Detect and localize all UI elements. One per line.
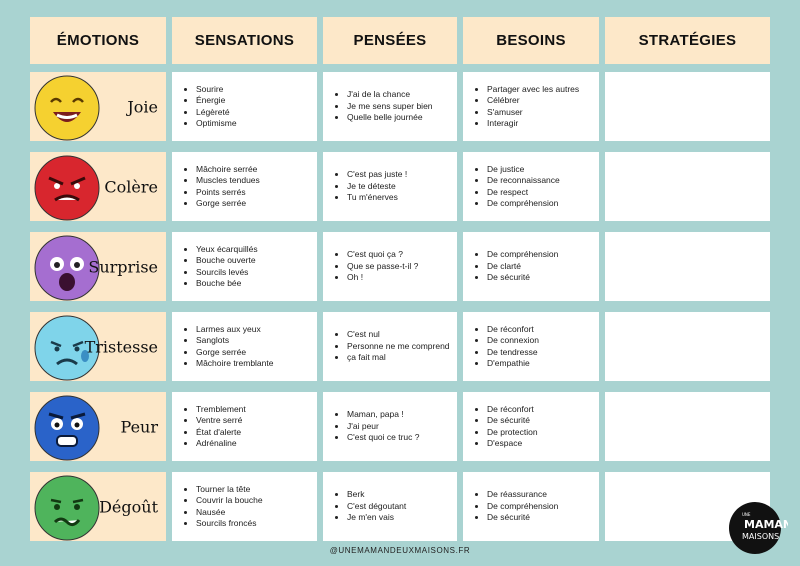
svg-text:MAISONS: MAISONS (742, 532, 780, 541)
header-1: SENSATIONS (172, 17, 317, 64)
emotion-cell-colère (30, 152, 166, 221)
list-item: • D'espace (487, 438, 538, 450)
sensations-list (172, 484, 263, 530)
pensees-cell (323, 232, 457, 301)
emotion-face-icon (33, 74, 101, 147)
list-item: • Gorge serrée (196, 347, 273, 359)
svg-text:UNE: UNE (742, 512, 751, 517)
list-item: • ça fait mal (347, 352, 450, 364)
emotion-cell-tristesse (30, 312, 166, 381)
list-item: • Quelle belle journée (347, 112, 433, 124)
list-item: • C'est pas juste ! (347, 169, 407, 181)
list-item: • J'ai de la chance (347, 89, 433, 101)
pensees-cell (323, 152, 457, 221)
footer-handle: @UNEMAMANDEUXMAISONS.FR (329, 546, 471, 555)
pensees-cell (323, 472, 457, 541)
pensees-list (323, 409, 420, 444)
list-item: • Gorge serrée (196, 198, 260, 210)
besoins-cell (463, 472, 599, 541)
list-item: • De sécurité (487, 415, 538, 427)
list-item: • De protection (487, 427, 538, 439)
list-item: • C'est quoi ça ? (347, 249, 418, 261)
emotion-label: Tristesse (84, 337, 158, 356)
strategies-cell[interactable] (605, 152, 770, 221)
sensations-list (172, 244, 258, 290)
list-item: • Berk (347, 489, 406, 501)
emotion-face-icon (33, 394, 101, 467)
list-item: • Sourire (196, 84, 237, 96)
list-item: • Personne ne me comprend (347, 341, 450, 353)
emotion-label: Colère (104, 177, 158, 196)
list-item: • Tremblement (196, 404, 246, 416)
list-item: • Je me sens super bien (347, 101, 433, 113)
list-item: • C'est nul (347, 329, 450, 341)
emotion-cell-dégoût (30, 472, 166, 541)
list-item: • Yeux écarquillés (196, 244, 258, 256)
list-item: • De compréhension (487, 501, 558, 513)
emotion-face-icon (33, 474, 101, 547)
sensations-cell (172, 72, 317, 141)
strategies-cell[interactable] (605, 312, 770, 381)
besoins-list (463, 324, 539, 370)
sensations-cell (172, 232, 317, 301)
list-item: • Légèreté (196, 107, 237, 119)
pensees-list (323, 329, 450, 364)
list-item: • De sécurité (487, 272, 558, 284)
emotion-label: Joie (127, 97, 158, 116)
list-item: • Optimisme (196, 118, 237, 130)
sensations-cell (172, 392, 317, 461)
list-item: • J'ai peur (347, 421, 420, 433)
besoins-cell (463, 152, 599, 221)
list-item: • Mâchoire serrée (196, 164, 260, 176)
list-item: • De compréhension (487, 249, 558, 261)
header-2: PENSÉES (323, 17, 457, 64)
besoins-list (463, 249, 558, 284)
list-item: • De réconfort (487, 404, 538, 416)
strategies-cell[interactable] (605, 392, 770, 461)
besoins-list (463, 489, 558, 524)
list-item: • État d'alerte (196, 427, 246, 439)
svg-text:MAMAN: MAMAN (744, 518, 788, 531)
list-item: • De réconfort (487, 324, 539, 336)
emotion-cell-surprise (30, 232, 166, 301)
besoins-cell (463, 72, 599, 141)
header-0: ÉMOTIONS (30, 17, 166, 64)
list-item: • Célébrer (487, 95, 579, 107)
besoins-cell (463, 312, 599, 381)
list-item: • Mâchoire tremblante (196, 358, 273, 370)
besoins-cell (463, 392, 599, 461)
list-item: • De tendresse (487, 347, 539, 359)
list-item: • Bouche ouverte (196, 255, 258, 267)
list-item: • De justice (487, 164, 560, 176)
list-item: • Larmes aux yeux (196, 324, 273, 336)
pensees-list (323, 489, 406, 524)
list-item: • De clarté (487, 261, 558, 273)
list-item: • Que se passe-t-il ? (347, 261, 418, 273)
sensations-list (172, 84, 237, 130)
list-item: • Bouche bée (196, 278, 258, 290)
list-item: • Muscles tendues (196, 175, 260, 187)
list-item: • De sécurité (487, 512, 558, 524)
list-item: • Tu m'énerves (347, 192, 407, 204)
sensations-list (172, 404, 246, 450)
list-item: • Points serrés (196, 187, 260, 199)
list-item: • C'est quoi ce truc ? (347, 432, 420, 444)
sensations-cell (172, 472, 317, 541)
list-item: • Couvrir la bouche (196, 495, 263, 507)
strategies-cell[interactable] (605, 232, 770, 301)
strategies-cell[interactable] (605, 72, 770, 141)
list-item: • Maman, papa ! (347, 409, 420, 421)
list-item: • Adrénaline (196, 438, 246, 450)
list-item: • De respect (487, 187, 560, 199)
list-item: • Énergie (196, 95, 237, 107)
emotion-cell-joie (30, 72, 166, 141)
pensees-list (323, 249, 418, 284)
emotion-face-icon (33, 154, 101, 227)
list-item: • Tourner la tête (196, 484, 263, 496)
emotion-label: Dégoût (99, 497, 158, 516)
list-item: • C'est dégoutant (347, 501, 406, 513)
list-item: • Je te déteste (347, 181, 407, 193)
besoins-list (463, 84, 579, 130)
list-item: • Sourcils levés (196, 267, 258, 279)
header-3: BESOINS (463, 17, 599, 64)
list-item: • D'empathie (487, 358, 539, 370)
list-item: • Ventre serré (196, 415, 246, 427)
besoins-cell (463, 232, 599, 301)
list-item: • S'amuser (487, 107, 579, 119)
list-item: • De réassurance (487, 489, 558, 501)
emotion-label: Surprise (88, 257, 158, 276)
sensations-cell (172, 152, 317, 221)
pensees-cell (323, 312, 457, 381)
brand-logo (728, 502, 788, 559)
pensees-list (323, 169, 407, 204)
besoins-list (463, 164, 560, 210)
list-item: • Oh ! (347, 272, 418, 284)
sensations-list (172, 164, 260, 210)
sensations-list (172, 324, 273, 370)
emotion-label: Peur (120, 417, 158, 436)
besoins-list (463, 404, 538, 450)
list-item: • Interagir (487, 118, 579, 130)
header-4: STRATÉGIES (605, 17, 770, 64)
list-item: • Sanglots (196, 335, 273, 347)
list-item: • Je m'en vais (347, 512, 406, 524)
pensees-list (323, 89, 433, 124)
list-item: • Nausée (196, 507, 263, 519)
sensations-cell (172, 312, 317, 381)
list-item: • De compréhension (487, 198, 560, 210)
list-item: • De reconnaissance (487, 175, 560, 187)
emotion-cell-peur (30, 392, 166, 461)
list-item: • Sourcils froncés (196, 518, 263, 530)
pensees-cell (323, 72, 457, 141)
list-item: • De connexion (487, 335, 539, 347)
pensees-cell (323, 392, 457, 461)
list-item: • Partager avec les autres (487, 84, 579, 96)
